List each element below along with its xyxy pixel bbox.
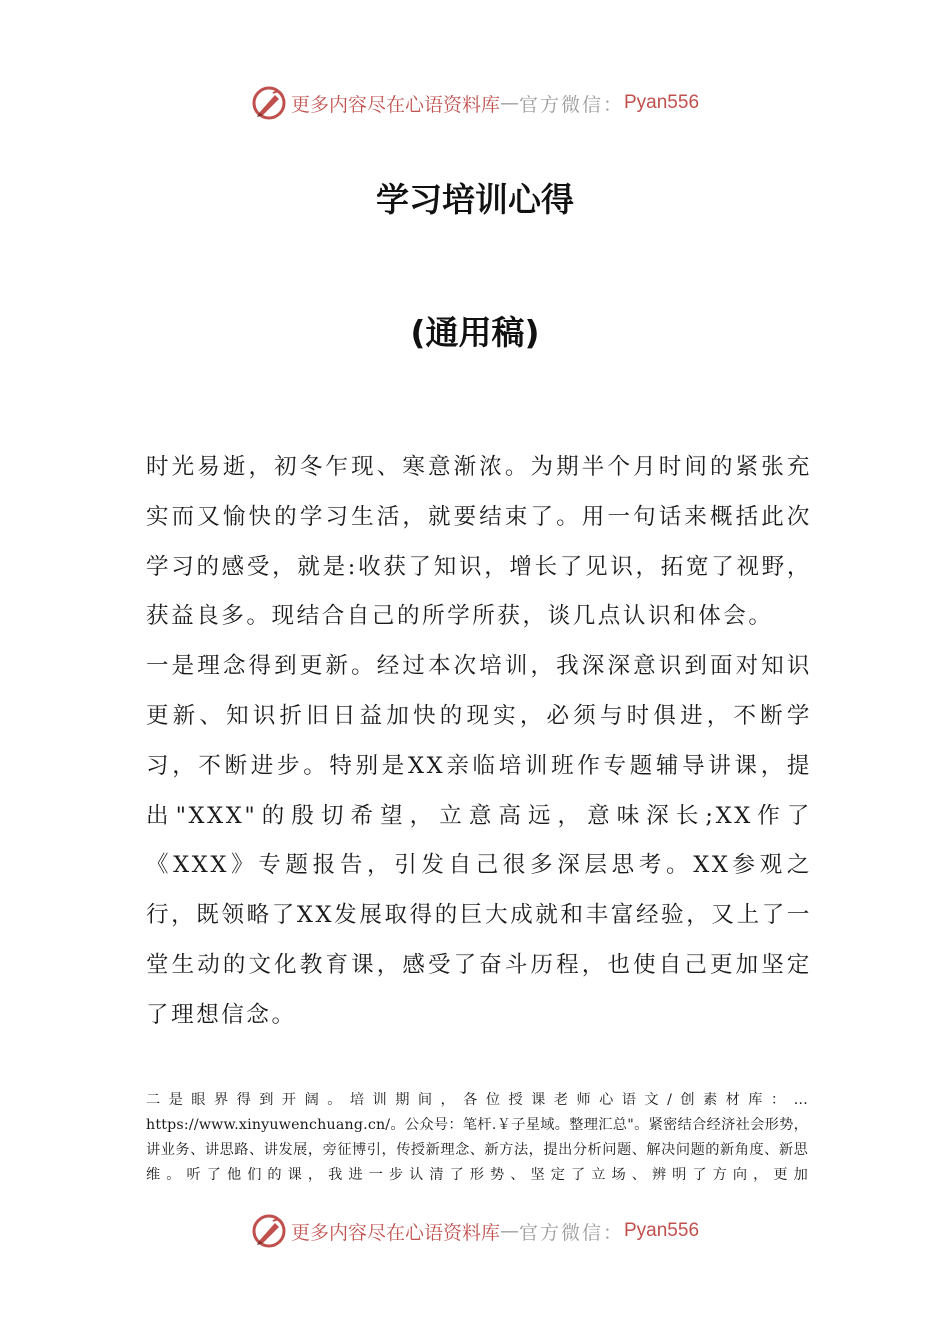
document-subtitle: (通用稿)	[410, 313, 540, 352]
watermark-banner-top	[0, 83, 950, 123]
watermark-code: Pyan556	[624, 1220, 700, 1241]
watermark-main-text: 更多内容尽在心语资料库	[290, 93, 500, 116]
watermark-dash: —	[499, 92, 519, 114]
document-body	[146, 443, 812, 1041]
watermark-sub-text: 官方微信：	[518, 1221, 624, 1244]
watermark-main-text: 更多内容尽在心语资料库	[290, 1221, 500, 1244]
body-paragraph-2: 一是理念得到更新。经过本次培训，我深深意识到面对知识更新、知识折旧日益加快的现实，必须与时俱进，不断学习，不断进步。特别是XX亲临培训班作专题辅导讲课，提出"XXX"的殷切希望，立意高远，意味深长;XX作了《XXX》专题报告，引发自己很多深层思考。XX参观之行，既领略了XX发展取得的巨大成就和丰富经验，又上了一堂生动的文化教育课，感受了奋斗历程，也使自己更加坚定了理想信念。	[146, 653, 812, 1028]
watermark-dash: —	[499, 1220, 519, 1242]
small-paragraph: 二是眼界得到开阔。培训期间，各位授课老师心语文/创素材库：… https://www.xinyuwenchuang.cn/。公众号：笔杆.￥子星域。整理汇总"。紧密结合经济社会形势，讲业务、讲思路、讲发展，旁征博引，传授新理念、新方法，提出分析问题、解决问题的新角度、新思维。听了他们的课，我进一步认清了形势、坚定了立场、辨明了方向，更加	[146, 1092, 808, 1183]
watermark-banner-bottom	[0, 1211, 950, 1251]
pen-logo-icon	[251, 85, 287, 121]
watermark-code: Pyan556	[624, 92, 700, 113]
pen-logo-icon	[251, 1213, 287, 1249]
document-small-paragraph	[146, 1088, 808, 1188]
document-title: 学习培训心得	[376, 180, 574, 219]
watermark-sub-text: 官方微信：	[518, 93, 624, 116]
body-paragraph-1: 时光易逝，初冬乍现、寒意渐浓。为期半个月时间的紧张充实而又愉快的学习生活，就要结束了。用一句话来概括此次学习的感受，就是:收获了知识，增长了见识，拓宽了视野，获益良多。现结合自己的所学所获，谈几点认识和体会。	[146, 454, 812, 630]
